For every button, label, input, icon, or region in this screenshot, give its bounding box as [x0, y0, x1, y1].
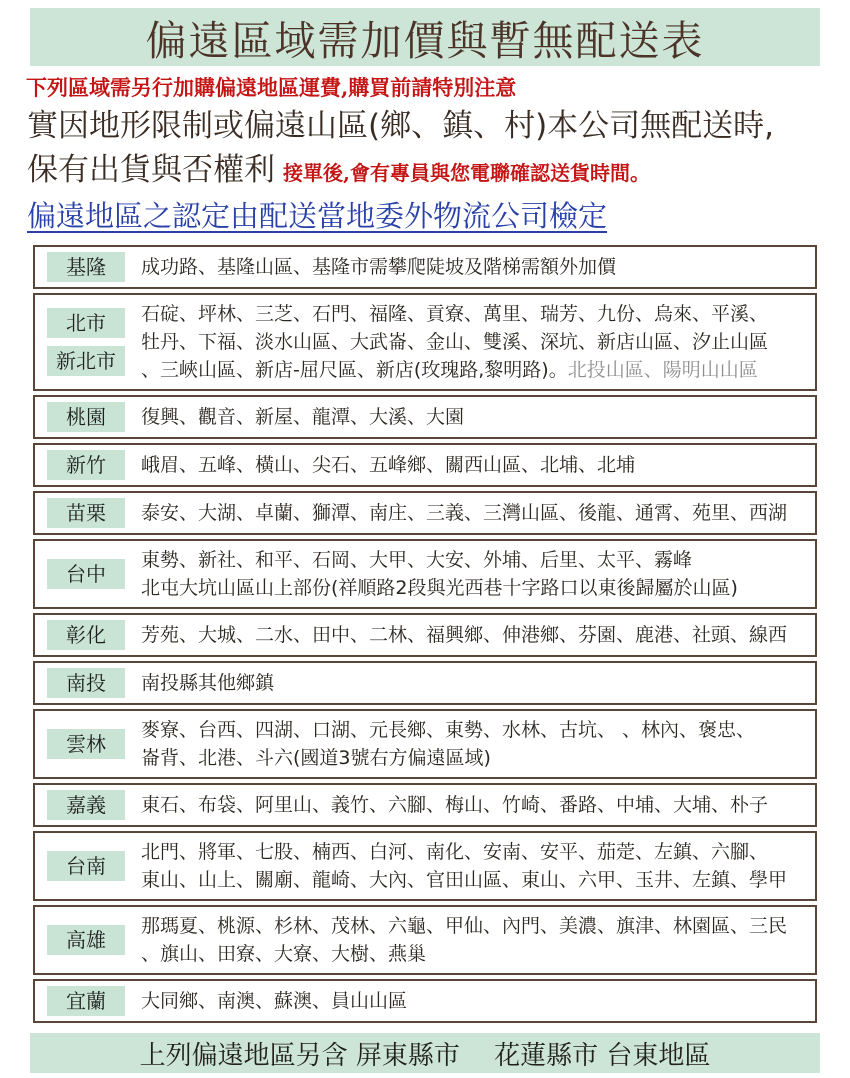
region-areas-line: 東石、布袋、阿里山、義竹、六腳、梅山、竹崎、番路、中埔、大埔、朴子: [141, 794, 769, 817]
region-label-group: [47, 851, 125, 881]
region-row: [33, 491, 817, 535]
region-row: [33, 443, 817, 487]
region-areas: [141, 300, 809, 384]
region-label: 宜蘭: [47, 986, 125, 1016]
region-row: [33, 293, 817, 391]
region-areas: [141, 403, 809, 431]
region-row: [33, 905, 817, 975]
region-row: [33, 539, 817, 609]
region-label-group: [47, 790, 125, 820]
region-label: 新北市: [47, 346, 125, 376]
region-label-group: [47, 729, 125, 759]
region-label-group: [47, 450, 125, 480]
region-areas-gray-suffix: 北投山區、陽明山山區: [567, 359, 758, 382]
region-areas-line: 那瑪夏、桃源、杉林、茂林、六龜、甲仙、內門、美濃、旗津、林園區、三民: [141, 915, 788, 938]
region-label: 南投: [47, 668, 125, 698]
region-label-group: [47, 498, 125, 528]
region-label: 高雄: [47, 925, 125, 955]
region-areas-line: 南投縣其他鄉鎮: [141, 672, 275, 695]
region-areas: [141, 621, 809, 649]
page-title: 偏遠區域需加價與暫無配送表: [145, 16, 705, 65]
region-areas-line: 東山、山上、關廟、龍崎、大內、官田山區、東山、六甲、玉井、左鎮、學甲: [141, 869, 788, 892]
region-areas: [141, 499, 809, 527]
region-label: 雲林: [47, 729, 125, 759]
region-areas-line: 石碇、坪林、三芝、石門、福隆、貢寮、萬里、瑞芳、九份、烏來、平溪、: [141, 303, 769, 326]
region-areas-line: 、三峽山區、新店-屈尺區、新店(玫瑰路,黎明路)。北投山區、陽明山山區: [141, 359, 758, 382]
region-areas-line: 復興、觀音、新屋、龍潭、大溪、大園: [141, 406, 465, 429]
region-row: [33, 831, 817, 901]
region-row: [33, 979, 817, 1023]
region-areas: [141, 838, 809, 894]
region-label: 苗栗: [47, 498, 125, 528]
region-label-group: [47, 402, 125, 432]
region-areas-line: 崙背、北港、斗六(國道3號右方偏遠區域): [141, 747, 491, 770]
region-areas-line: 峨眉、五峰、橫山、尖石、五峰鄉、關西山區、北埔、北埔: [141, 454, 636, 477]
region-areas-line: 東勢、新社、和平、石岡、大甲、大安、外埔、后里、太平、霧峰: [141, 549, 693, 572]
policy-line-2: [27, 148, 850, 192]
region-areas-line: 牡丹、下福、淡水山區、大武崙、金山、雙溪、深坑、新店山區、汐止山區: [141, 331, 769, 354]
region-areas-line: 北門、將軍、七股、楠西、白河、南化、安南、安平、茄萣、左鎮、六腳、: [141, 841, 769, 864]
region-areas-line: 泰安、大湖、卓蘭、獅潭、南庄、三義、三灣山區、後龍、通霄、苑里、西湖: [141, 502, 788, 525]
policy-line-2-main: 保有出貨與否權利: [27, 152, 275, 189]
region-areas: [141, 669, 809, 697]
region-areas: [141, 716, 809, 772]
red-warning-notice: 下列區域需另行加購偏遠地區運費,購買前請特別注意: [26, 75, 517, 100]
region-areas-line: 麥寮、台西、四湖、口湖、元長鄉、東勢、水林、古坑、 、林內、褒忠、: [141, 719, 756, 742]
region-areas-line: 芳苑、大城、二水、田中、二林、福興鄉、伸港鄉、芬園、鹿港、社頭、線西: [141, 624, 788, 647]
policy-line-2-red-note: 接單後,會有專員與您電聯確認送貨時間。: [283, 161, 650, 186]
region-row: [33, 245, 817, 289]
region-areas: [141, 791, 809, 819]
region-areas-line: 北屯大坑山區山上部份(祥順路2段與光西巷十字路口以東後歸屬於山區): [141, 577, 738, 600]
region-label-group: [47, 559, 125, 589]
regions-table: [33, 245, 817, 1023]
region-row: [33, 783, 817, 827]
region-label: 嘉義: [47, 790, 125, 820]
region-label-group: [47, 308, 125, 376]
region-label: 台中: [47, 559, 125, 589]
region-areas: [141, 987, 809, 1015]
region-areas-line: 成功路、基隆山區、基隆市需攀爬陡坡及階梯需額外加價: [141, 256, 617, 279]
region-areas: [141, 912, 809, 968]
region-areas: [141, 253, 809, 281]
region-label: 基隆: [47, 252, 125, 282]
region-row: [33, 613, 817, 657]
policy-line-1: 實因地形限制或偏遠山區(鄉、鎮、村)本公司無配送時,: [27, 108, 775, 145]
region-label-group: [47, 668, 125, 698]
region-label-group: [47, 620, 125, 650]
region-areas-line: 、旗山、田寮、大寮、大樹、燕巢: [141, 943, 427, 966]
region-label-group: [47, 252, 125, 282]
footer-banner: [30, 1033, 820, 1073]
region-areas: [141, 451, 809, 479]
title-banner: [30, 8, 820, 66]
region-areas-line: 大同鄉、南澳、蘇澳、員山山區: [141, 990, 408, 1013]
region-label-group: [47, 986, 125, 1016]
region-label: 台南: [47, 851, 125, 881]
region-areas: [141, 546, 809, 602]
region-label: 新竹: [47, 450, 125, 480]
blue-definition-note: 偏遠地區之認定由配送當地委外物流公司檢定: [27, 199, 608, 234]
region-label: 彰化: [47, 620, 125, 650]
region-label: 桃園: [47, 402, 125, 432]
region-row: [33, 395, 817, 439]
region-label-group: [47, 925, 125, 955]
region-row: [33, 709, 817, 779]
policy-text-block: [27, 104, 850, 192]
region-row: [33, 661, 817, 705]
region-label: 北市: [47, 308, 125, 338]
footer-text: 上列偏遠地區另含 屏東縣市 花蓮縣市 台東地區: [139, 1040, 711, 1071]
